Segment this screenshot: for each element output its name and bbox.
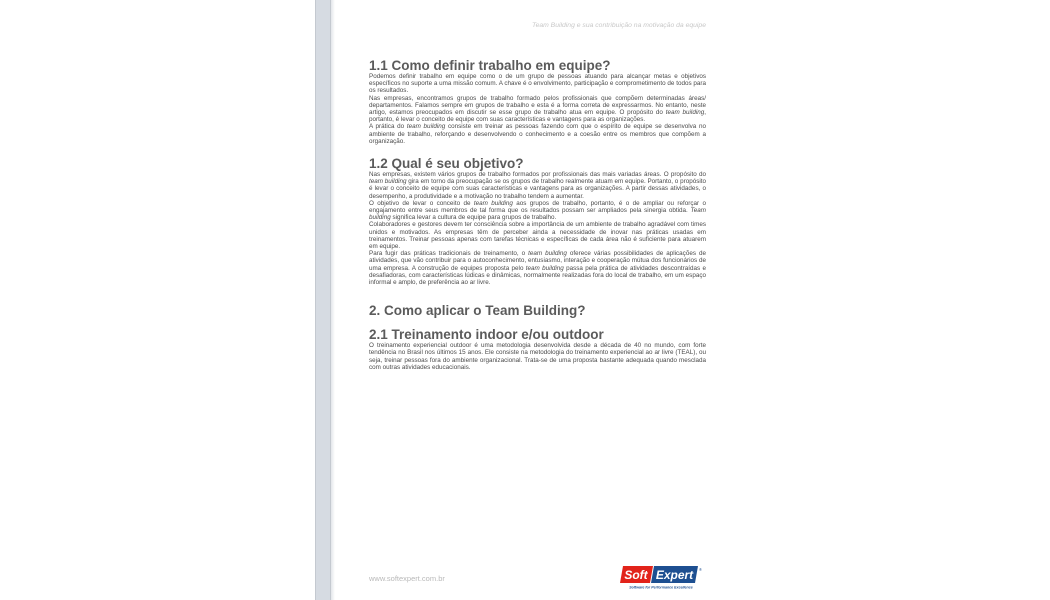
paragraph: Nas empresas, existem vários grupos de trabalho formados por profissionais das mais variadas áreas. O propósito do team building gira em torno da preocupação se os grupos de trabalho realmente atuam em equipe. Portanto, o propósito é levar o conceito de equipe com suas características e vantagens para as organizações. A partir dessas atividades, o desempenho, a produtividade e a motivação no trabalho tendem a aumentar. <box>369 171 706 200</box>
running-header: Team Building e sua contribuição na motivação da equipe <box>532 22 706 29</box>
logo-expert-badge <box>651 566 698 583</box>
italic-term: team building <box>525 264 564 272</box>
italic-term: team building <box>665 109 705 117</box>
viewer-gutter <box>315 0 331 600</box>
paragraph: Colaboradores e gestores devem ter consciência sobre a importância de um ambiente de trabalho agradável com times unidos e motivados. As empresas têm de perceber ainda a necessidade de inovar nas práticas usadas em treinamentos. Treinar pessoas apenas com tarefas técnicas e específicas de cada área não é suficiente para atuarem em equipe. <box>369 221 706 251</box>
registered-mark: ® <box>699 567 702 572</box>
section-heading-2: 2. Como aplicar o Team Building? <box>369 303 586 319</box>
logo-soft-text: Soft <box>624 568 648 582</box>
page-content <box>369 58 706 371</box>
paragraph: Podemos definir trabalho em equipe como o de um grupo de pessoas atuando para alcançar metas e objetivos específicos no suporte a uma missão comum. A chave é o envolvimento, participação e comprometimento de todos para os resultados. <box>369 73 706 95</box>
logo-expert-text: Expert <box>655 568 694 582</box>
italic-term: team building <box>369 178 407 186</box>
logo-soft-badge <box>620 566 653 583</box>
logo-tagline: Software for Performance Excellence <box>629 585 693 590</box>
paragraph: A prática do team building consiste em treinar as pessoas fazendo com que o espírito de equipe se desenvolva no ambiente de trabalho, reforçando e desenvolvendo o conhecimento e a coesão entre os membros que compõem a organização. <box>369 123 706 145</box>
italic-term: team building <box>473 199 513 207</box>
paragraph: O treinamento experiencial outdoor é uma metodologia desenvolvida desde a década de 40 no mundo, com forte tendência no Brasil nos últimos 15 anos. Ele consiste na metodologia do treinamento experiencial ao ar livre (TEAL), ou seja, treinar pessoas fora do ambiente organizacional. Trata-se de uma proposta bastante adequada quando mesclada com outras atividades educacionais. <box>369 342 706 371</box>
italic-term: team building <box>406 123 446 131</box>
softexpert-logo <box>619 565 702 590</box>
document-page <box>335 0 735 600</box>
section-heading-2-1: 2.1 Treinamento indoor e/ou outdoor <box>369 327 604 343</box>
section-heading-1-2: 1.2 Qual é seu objetivo? <box>369 156 524 172</box>
italic-term: team building <box>528 250 567 258</box>
paragraph: Para fugir das práticas tradicionais de treinamento, o team building oferece várias possibilidades de aplicações de atividades, que vão contribuir para o autoconhecimento, entusiasmo, interação e cooperação mútua dos funcionários de uma empresa. A construção de equipes proposta pelo team building passa pela prática de atividades descontraídas e desafiadoras, com características lúdicas e dinâmicas, normalmente realizadas fora do local de trabalho, em um espaço informal e amplo, de preferência ao ar livre. <box>369 250 706 287</box>
section-heading-1-1: 1.1 Como definir trabalho em equipe? <box>369 58 611 73</box>
footer-url: www.softexpert.com.br <box>369 574 445 583</box>
italic-term: Team building <box>369 207 706 222</box>
paragraph: Nas empresas, encontramos grupos de trabalho formado pelos profissionais que compõem determinadas áreas/ departamentos. Falamos sempre em grupos de trabalho e esta é a forma correta de expressarmos. No entanto, neste artigo, estamos preocupados em discutir se esse grupo de trabalho atua em equipe. O propósito do team building, portanto, é levar o conceito de equipe com suas características e vantagens para as organizações. <box>369 94 706 124</box>
paragraph: O objetivo de levar o conceito de team building aos grupos de trabalho, portanto, é o de ampliar ou reforçar o engajamento entre seus membros de tal forma que os resultados possam ser ampliados pela sinergia obtida. Team building significa levar a cultura de equipe para grupos de trabalho. <box>369 199 706 222</box>
